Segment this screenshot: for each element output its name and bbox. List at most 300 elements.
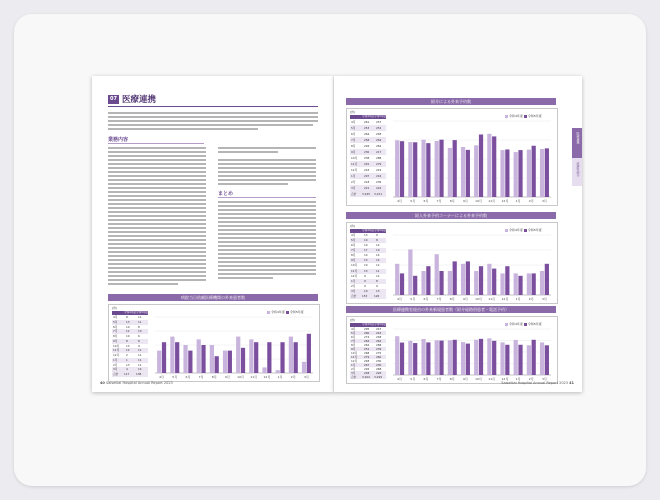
x-tick-label: 3月: [541, 199, 547, 203]
table-cell-month: 10月: [351, 156, 358, 160]
x-tick-label: 7月: [436, 297, 442, 301]
section-title: 医療連携: [122, 95, 157, 105]
table-cell-a: 261: [364, 120, 370, 124]
bar-series-a: [395, 264, 399, 295]
text-line: [108, 159, 206, 161]
text-line: [108, 128, 258, 130]
chart-panel: [108, 304, 320, 382]
table-cell-month: 6月: [351, 335, 356, 339]
table-cell-month: 9月: [351, 347, 356, 351]
bar-series-b: [466, 261, 470, 295]
bar-series-b: [215, 356, 219, 373]
subhead-operations: 業務内容: [108, 137, 129, 143]
table-cell-total-a: 3,165: [362, 192, 371, 196]
bar-series-b: [453, 340, 457, 375]
bar-series-b: [400, 273, 404, 295]
table-cell-total-label: 合計: [351, 375, 357, 379]
table-cell-month: 8月: [351, 253, 356, 258]
table-cell-month: 12月: [351, 359, 358, 363]
bar-series-b: [518, 276, 522, 295]
text-line: [108, 223, 206, 225]
right-page: [334, 76, 582, 392]
legend-label-a: 令和4年度: [509, 228, 524, 232]
page-number: 40 Saiseikai Hospital Annual Report 2023: [100, 381, 173, 385]
table-cell-month: 1月: [113, 357, 118, 362]
bar-series-b: [518, 150, 522, 197]
table-cell-a: 226: [364, 367, 370, 371]
section-number: 07: [108, 95, 119, 104]
x-tick-label: 4月: [397, 297, 403, 301]
table-cell-a: 1: [126, 357, 128, 362]
chart-unit: (件): [350, 318, 356, 322]
text-line: [218, 217, 316, 219]
x-tick-label: 4月: [397, 199, 403, 203]
text-line: [218, 249, 316, 251]
table-header-b: 令和5年度: [136, 311, 149, 314]
chart-panel: [346, 222, 558, 304]
table-cell-a: 2: [126, 353, 128, 358]
bar-series-a: [461, 147, 465, 197]
table-header-b: 令和5年度: [374, 323, 387, 326]
text-line: [218, 167, 316, 169]
bar-series-a: [302, 362, 306, 373]
table-cell-a: 13: [364, 268, 368, 273]
chart-title: 病院当日依頼医療機関の外来患者数: [108, 294, 318, 301]
table-cell-b: 279: [376, 162, 382, 166]
text-line: [218, 205, 316, 207]
x-tick-label: 8月: [449, 297, 455, 301]
bar-series-b: [228, 351, 232, 373]
table-cell-total-a: 3,202: [362, 375, 371, 379]
bar-series-a: [474, 145, 478, 197]
bar-series-a: [157, 351, 161, 373]
x-tick-label: 2月: [528, 377, 534, 381]
table-cell-b: 14: [138, 367, 142, 372]
text-line: [108, 243, 206, 245]
table-cell-month: 3月: [351, 186, 356, 190]
x-tick-label: 9月: [224, 375, 230, 379]
table-header-a: 令和4年度: [124, 311, 137, 314]
table-cell-b: 11: [138, 353, 142, 358]
table-cell-month: 6月: [351, 132, 356, 136]
text-line: [108, 275, 206, 277]
bar-series-a: [514, 152, 518, 197]
text-line: [218, 269, 316, 271]
text-line: [108, 239, 206, 241]
chart-unit: (件): [112, 306, 118, 310]
bar-series-b: [294, 342, 298, 373]
text-line: [218, 253, 316, 255]
x-tick-label: 10月: [475, 377, 482, 381]
table-cell-month: 12月: [351, 273, 358, 278]
bar-series-b: [413, 276, 417, 295]
text-line: [218, 261, 316, 263]
table-cell-total-label: 合計: [351, 293, 357, 298]
left-page: [92, 76, 334, 392]
table-header-a: 令和4年度: [362, 229, 375, 232]
table-cell-month: 6月: [113, 324, 118, 329]
table-cell-month: 8月: [351, 144, 356, 148]
bar-chart: [347, 223, 557, 303]
bar-series-a: [487, 264, 491, 295]
x-tick-label: 9月: [462, 199, 468, 203]
text-line: [108, 124, 313, 126]
text-line: [108, 263, 206, 265]
section-rule: [108, 106, 318, 107]
table-cell-b: 230: [376, 359, 382, 363]
bar-series-b: [162, 342, 166, 373]
table-cell-b: 11: [138, 315, 142, 319]
page-number: Saiseikai Hospital Annual Report 2023 41: [501, 381, 574, 385]
table-cell-b: 224: [376, 186, 382, 190]
bar-series-b: [505, 149, 509, 197]
x-tick-label: 1月: [515, 199, 521, 203]
bar-series-a: [435, 254, 439, 295]
table-cell-month: 3月: [113, 367, 118, 372]
subhead-rule: [218, 197, 316, 198]
table-cell-a: 12: [126, 348, 130, 353]
x-tick-label: 9月: [462, 377, 468, 381]
text-line: [218, 171, 316, 173]
bar-series-b: [453, 140, 457, 197]
table-cell-a: 10: [364, 288, 368, 293]
text-line: [218, 233, 316, 235]
bar-series-b: [532, 340, 536, 375]
table-cell-a: 17: [364, 248, 368, 253]
bar-series-b: [254, 342, 258, 373]
table-cell-a: 295: [364, 327, 370, 331]
bar-series-a: [474, 340, 478, 375]
x-tick-label: 12月: [263, 375, 271, 379]
table-cell-a: 13: [126, 362, 130, 367]
table-cell-a: 9: [364, 283, 366, 288]
text-line: [108, 183, 206, 185]
bar-series-b: [413, 142, 417, 197]
x-tick-label: 8月: [449, 199, 455, 203]
table-cell-b: 9: [376, 283, 378, 288]
x-tick-label: 11月: [250, 375, 258, 379]
text-line: [108, 171, 206, 173]
bar-chart: [347, 109, 557, 205]
bar-series-a: [514, 340, 518, 375]
table-cell-a: 13: [364, 258, 368, 263]
table-cell-month: 8月: [351, 343, 356, 347]
text-line: [218, 147, 316, 149]
table-cell-a: 10: [364, 243, 368, 248]
table-cell-a: 10: [364, 253, 368, 258]
text-line: [218, 277, 273, 279]
table-cell-a: 218: [364, 180, 370, 184]
table-cell-month: 9月: [351, 258, 356, 263]
table-cell-a: 13: [126, 343, 130, 348]
text-line: [108, 167, 206, 169]
table-cell-month: 2月: [351, 283, 356, 288]
table-cell-total-label: 合計: [113, 372, 119, 377]
table-cell-month: 11月: [351, 162, 358, 166]
bar-series-a: [408, 341, 412, 375]
text-line: [108, 219, 206, 221]
table-cell-month: 2月: [351, 367, 356, 371]
bar-series-a: [527, 150, 531, 197]
bar-series-a: [170, 337, 174, 373]
table-cell-month: 5月: [351, 331, 356, 335]
table-cell-a: 264: [364, 343, 370, 347]
bar-chart: [109, 305, 319, 381]
table-cell-a: 12: [126, 329, 130, 334]
table-cell-a: 251: [364, 347, 370, 351]
x-tick-label: 11月: [488, 377, 496, 381]
x-tick-label: 6月: [423, 199, 429, 203]
text-line: [218, 225, 316, 227]
table-cell-b: 260: [376, 355, 382, 359]
bar-series-a: [527, 345, 531, 375]
table-cell-b: 13: [376, 288, 380, 293]
chart-unit: (件): [350, 224, 356, 228]
x-tick-label: 5月: [410, 199, 416, 203]
x-tick-label: 7月: [436, 377, 442, 381]
text-line: [108, 283, 178, 285]
text-line: [218, 159, 316, 161]
table-cell-b: 8: [376, 238, 378, 243]
table-cell-b: 248: [376, 335, 382, 339]
table-cell-b: 9: [376, 233, 378, 237]
x-tick-label: 4月: [397, 377, 403, 381]
text-line: [218, 245, 316, 247]
bar-series-a: [500, 273, 504, 295]
subhead-summary: まとめ: [218, 191, 234, 197]
legend-label-a: 令和4年度: [509, 114, 524, 118]
text-line: [218, 241, 316, 243]
table-cell-month: 11月: [113, 348, 120, 353]
table-cell-b: 8: [138, 338, 140, 343]
bar-series-b: [453, 261, 457, 295]
table-cell-a: 221: [364, 186, 370, 190]
section-tab-sub-label: 診療科紹介: [576, 162, 580, 177]
bar-series-b: [201, 345, 205, 373]
chart-unit: (件): [350, 110, 356, 114]
bar-series-b: [466, 150, 470, 197]
bar-series-a: [527, 273, 531, 295]
bar-series-a: [514, 273, 518, 295]
bar-series-a: [435, 141, 439, 197]
bar-series-b: [545, 148, 549, 197]
x-tick-label: 12月: [501, 297, 509, 301]
text-line: [108, 235, 206, 237]
bar-series-b: [492, 269, 496, 295]
table-cell-b: 10: [138, 329, 142, 334]
table-cell-b: 275: [376, 351, 382, 355]
table-cell-b: 11: [376, 268, 380, 273]
table-cell-b: 216: [376, 174, 382, 178]
x-tick-label: 3月: [541, 377, 547, 381]
bar-series-a: [435, 340, 439, 375]
table-cell-total-b: 126: [374, 293, 380, 298]
table-cell-month: 7月: [351, 138, 356, 142]
text-line: [108, 215, 206, 217]
table-cell-month: 12月: [113, 353, 120, 358]
bar-series-a: [487, 338, 491, 375]
table-cell-month: 4月: [351, 120, 356, 124]
table-cell-a: 8: [126, 315, 128, 319]
text-line: [108, 251, 206, 253]
x-tick-label: 3月: [541, 297, 547, 301]
table-cell-a: 216: [364, 168, 370, 172]
table-cell-month: 3月: [351, 371, 356, 375]
bar-series-a: [421, 140, 425, 197]
table-cell-month: 7月: [113, 329, 118, 334]
text-line: [108, 207, 206, 209]
text-line: [108, 271, 206, 273]
table-cell-b: 12: [376, 243, 380, 248]
bar-series-a: [276, 370, 280, 373]
table-cell-b: 12: [376, 273, 380, 278]
table-cell-b: 12: [376, 263, 380, 268]
bar-series-b: [413, 343, 417, 375]
table-header-a: 令和4年度: [362, 323, 375, 326]
bar-series-a: [408, 249, 412, 295]
x-tick-label: 1月: [515, 377, 521, 381]
bar-series-a: [210, 345, 214, 373]
bar-series-b: [518, 345, 522, 375]
text-line: [108, 199, 206, 201]
bar-series-a: [408, 142, 412, 197]
table-cell-month: 9月: [113, 338, 118, 343]
text-line: [218, 209, 316, 211]
table-cell-b: 248: [376, 132, 382, 136]
table-cell-b: 264: [376, 138, 382, 142]
text-line: [108, 187, 206, 189]
table-cell-b: 11: [138, 348, 142, 353]
text-line: [108, 163, 206, 165]
x-tick-label: 11月: [488, 199, 496, 203]
table-header-b: 令和5年度: [374, 229, 387, 232]
table-cell-b: 11: [138, 357, 142, 362]
table-cell-total-b: 3,151: [374, 192, 383, 196]
bar-series-b: [545, 345, 549, 375]
table-cell-a: 267: [364, 363, 370, 367]
table-cell-month: 3月: [351, 288, 356, 293]
table-cell-b: 8: [376, 278, 378, 283]
table-cell-month: 5月: [351, 238, 356, 243]
table-cell-a: 207: [364, 174, 370, 178]
text-line: [218, 183, 288, 185]
bar-series-b: [532, 273, 536, 295]
bar-series-a: [500, 150, 504, 197]
bar-series-a: [197, 339, 201, 373]
bar-series-a: [421, 271, 425, 295]
table-cell-b: 268: [376, 343, 382, 347]
text-line: [108, 155, 206, 157]
legend-label-a: 令和4年度: [271, 310, 286, 314]
text-line: [218, 175, 316, 177]
text-line: [108, 151, 206, 153]
text-line: [108, 175, 206, 177]
table-cell-month: 1月: [351, 278, 356, 283]
bar-chart: [347, 317, 557, 383]
table-cell-b: 262: [376, 144, 382, 148]
table-cell-month: 2月: [351, 180, 356, 184]
folio-caption: Saiseikai Hospital Annual Report 2023: [501, 381, 568, 385]
text-line: [218, 273, 316, 275]
x-tick-label: 5月: [410, 377, 416, 381]
table-cell-a: 13: [364, 233, 368, 237]
legend-label-b: 令和5年度: [527, 114, 542, 118]
text-line: [108, 112, 318, 114]
table-cell-month: 6月: [351, 243, 356, 248]
table-cell-month: 5月: [113, 319, 118, 324]
table-cell-b: 9: [138, 343, 140, 348]
table-cell-a: 238: [364, 156, 370, 160]
table-cell-b: 11: [138, 319, 142, 324]
table-cell-month: 4月: [351, 327, 356, 331]
bar-series-b: [439, 341, 443, 375]
text-line: [218, 229, 316, 231]
table-cell-month: 10月: [351, 263, 358, 268]
text-line: [218, 151, 278, 153]
table-cell-month: 11月: [351, 355, 358, 359]
x-tick-label: 2月: [528, 199, 534, 203]
table-cell-b: 11: [138, 362, 142, 367]
bar-series-b: [479, 266, 483, 295]
chart-panel: [346, 108, 558, 206]
bar-series-b: [307, 334, 311, 373]
bar-series-b: [426, 342, 430, 375]
text-line: [218, 265, 316, 267]
section-tab-label: 医療連携: [576, 132, 580, 144]
x-tick-label: 5月: [410, 297, 416, 301]
chart-panel: [346, 316, 558, 384]
bar-series-b: [479, 134, 483, 197]
legend-label-b: 令和5年度: [527, 322, 542, 326]
table-cell-a: 230: [364, 150, 370, 154]
table-cell-a: 260: [364, 331, 370, 335]
bar-series-b: [188, 351, 192, 373]
table-cell-b: 262: [376, 339, 382, 343]
x-tick-label: 6月: [185, 375, 191, 379]
table-cell-a: 13: [126, 319, 130, 324]
text-line: [108, 203, 206, 205]
table-cell-month: 10月: [113, 343, 120, 348]
table-cell-month: 7月: [351, 339, 356, 343]
table-cell-a: 279: [364, 355, 370, 359]
bar-series-a: [289, 337, 293, 373]
table-cell-a: 19: [364, 238, 368, 243]
table-cell-a: 268: [364, 351, 370, 355]
table-cell-a: 10: [126, 334, 130, 339]
table-cell-month: 9月: [351, 150, 356, 154]
table-cell-month: 1月: [351, 174, 356, 178]
bar-series-b: [439, 271, 443, 295]
table-cell-b: 236: [376, 180, 382, 184]
text-line: [218, 201, 316, 203]
bar-series-b: [492, 136, 496, 197]
bar-series-a: [540, 271, 544, 295]
x-tick-label: 6月: [423, 297, 429, 301]
table-cell-b: 252: [376, 126, 382, 130]
bar-series-a: [461, 342, 465, 375]
bar-series-b: [175, 342, 179, 373]
x-tick-label: 5月: [172, 375, 178, 379]
bar-series-b: [505, 266, 509, 295]
table-cell-a: 9: [364, 278, 366, 283]
legend-label-b: 令和5年度: [289, 310, 304, 314]
legend-label-a: 令和4年度: [509, 322, 524, 326]
bar-series-a: [448, 148, 452, 197]
bar-series-b: [267, 342, 271, 373]
table-cell-b: 239: [376, 347, 382, 351]
bar-series-b: [426, 266, 430, 295]
chart-title: 紹介による外来予約数: [346, 98, 556, 105]
